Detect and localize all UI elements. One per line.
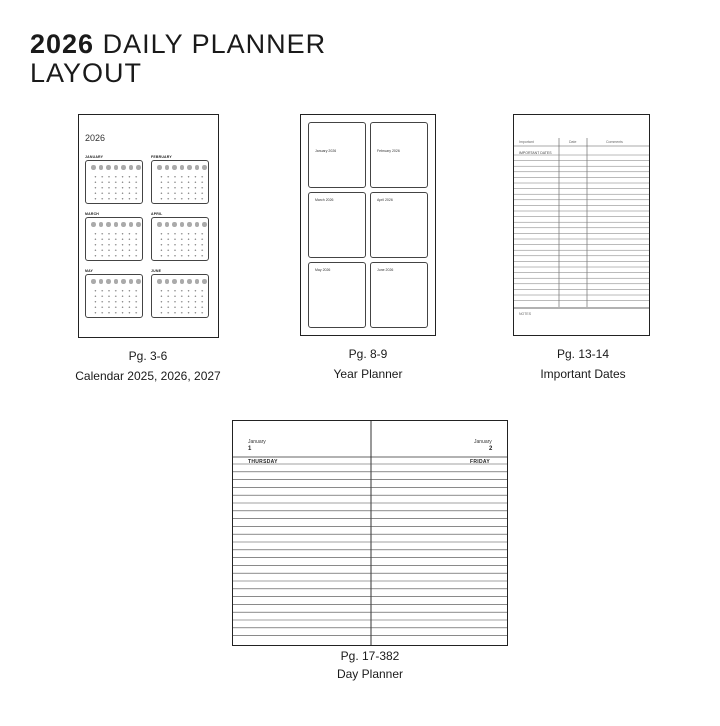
caption-desc: Year Planner <box>333 367 403 381</box>
important-dates-caption <box>483 346 683 382</box>
id-header-date: Date <box>569 140 577 144</box>
year-planner-caption <box>268 346 468 382</box>
id-section-label: IMPORTANT DATES <box>519 151 552 155</box>
day-planner-spread <box>232 420 508 646</box>
right-month: January <box>474 439 492 445</box>
caption-pages: Pg. 3-6 <box>128 349 168 363</box>
year-month-box <box>308 192 366 258</box>
month-grid <box>151 274 209 318</box>
month-block <box>85 269 143 318</box>
month-grid <box>151 217 209 261</box>
month-block <box>151 155 209 204</box>
month-name: JANUARY <box>85 155 104 159</box>
month-name: JUNE <box>151 269 162 273</box>
id-notes-label: NOTES <box>519 312 532 316</box>
id-header-important: Important <box>519 140 534 144</box>
title-year: 2026 <box>30 29 95 59</box>
month-block <box>151 212 209 261</box>
day-planner-caption <box>270 648 470 682</box>
important-dates-page <box>513 114 650 336</box>
year-month-box <box>370 262 428 328</box>
month-block <box>85 155 143 204</box>
day-planner-lines <box>233 421 507 645</box>
caption-pages: Pg. 13-14 <box>556 347 610 361</box>
calendar-caption <box>48 348 248 384</box>
right-weekday: FRIDAY <box>470 459 490 465</box>
page-title <box>30 30 326 88</box>
title-line1: DAILY PLANNER <box>94 29 327 59</box>
month-grid <box>85 217 143 261</box>
year-month-box <box>308 122 366 188</box>
year-month-label: April 2026 <box>377 198 393 202</box>
month-name: FEBRUARY <box>151 155 172 159</box>
calendar-year: 2026 <box>85 133 106 143</box>
year-planner-page <box>300 114 436 336</box>
year-month-label: February 2026 <box>377 149 400 153</box>
year-month-label: May 2026 <box>315 268 331 272</box>
month-name: APRIL <box>151 212 163 216</box>
important-dates-grid <box>514 115 649 335</box>
title-line2: LAYOUT <box>30 58 143 88</box>
right-day: 2 <box>489 446 493 452</box>
caption-pages: Pg. 8-9 <box>348 347 388 361</box>
month-grid <box>85 160 143 204</box>
caption-pages: Pg. 17-382 <box>340 649 400 663</box>
left-weekday: THURSDAY <box>248 459 278 465</box>
year-month-box <box>370 192 428 258</box>
month-block <box>85 212 143 261</box>
year-month-box <box>308 262 366 328</box>
month-name: MAY <box>85 269 94 273</box>
month-grid <box>85 274 143 318</box>
year-month-label: January 2026 <box>315 149 337 153</box>
calendar-page <box>78 114 219 338</box>
caption-desc: Calendar 2025, 2026, 2027 <box>75 369 221 383</box>
left-month: January <box>248 439 266 445</box>
left-day: 1 <box>248 446 252 452</box>
year-month-label: June 2026 <box>377 268 394 272</box>
month-block <box>151 269 209 318</box>
caption-desc: Day Planner <box>336 667 404 681</box>
caption-desc: Important Dates <box>540 367 626 381</box>
month-grid <box>151 160 209 204</box>
year-month-label: March 2026 <box>315 198 334 202</box>
id-header-comments: Comments <box>606 140 623 144</box>
month-name: MARCH <box>85 212 100 216</box>
year-month-box <box>370 122 428 188</box>
